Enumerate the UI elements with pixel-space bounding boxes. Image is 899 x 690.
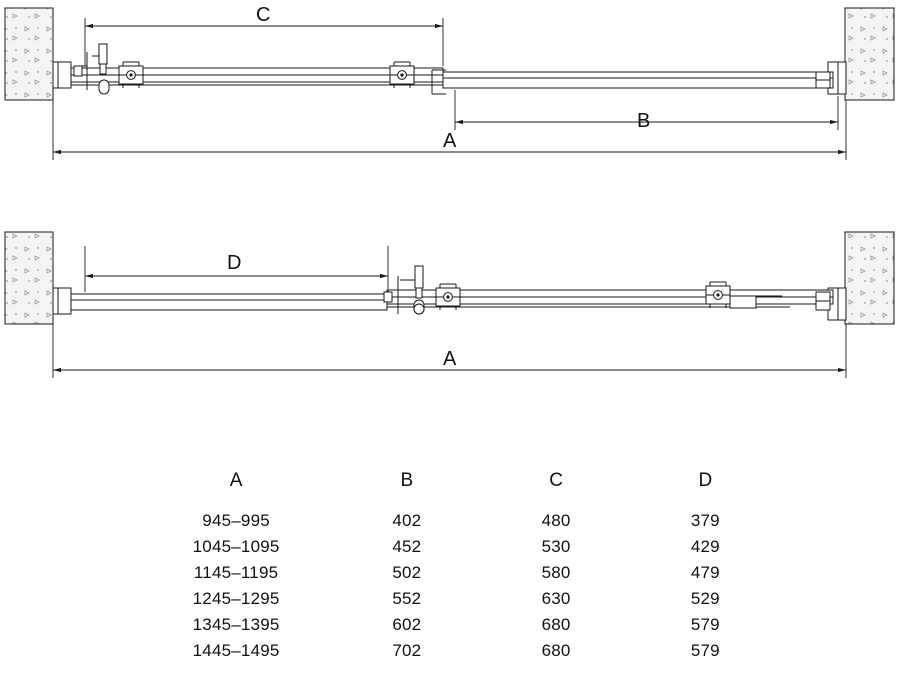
cell-B: 402 [392,511,422,530]
cell-A: 1045–1095 [192,537,280,556]
table-row [140,586,780,612]
wall-left-bottom [5,232,53,324]
cell-C: 680 [541,615,571,634]
table-row [140,638,780,664]
cell-A: 1445–1495 [192,641,280,660]
table-row [140,612,780,638]
bracket-bottom-right [816,292,830,310]
dim-label-A-bottom: A [443,348,457,370]
cell-C: 580 [541,563,571,582]
cell-C: 630 [541,589,571,608]
cell-D: 579 [690,641,720,660]
cell-A: 945–995 [202,511,270,530]
cell-D: 529 [690,589,720,608]
table-row [140,508,780,534]
cell-B: 552 [392,589,422,608]
roller-center-top [390,62,414,88]
cell-A: 1245–1295 [192,589,280,608]
table-header-B: B [400,470,414,491]
dim-label-B-top: B [637,110,651,132]
table-header-A: A [229,470,243,491]
table-header-row [140,468,780,508]
cell-A: 1345–1395 [192,615,280,634]
cell-C: 480 [541,511,571,530]
table-header-C: C [549,470,563,491]
table-row [140,534,780,560]
table-row [140,560,780,586]
roller-left-top [119,62,143,88]
cell-A: 1145–1195 [193,563,279,582]
dim-label-A-top: A [443,130,457,152]
wall-left-top [5,8,53,100]
cell-C: 530 [541,537,571,556]
dim-label-C-top: C [256,4,271,26]
roller-center-bottom [436,284,460,310]
bracket-top-right [816,72,830,88]
cell-C: 680 [541,641,571,660]
dimension-table [140,468,780,664]
cell-B: 452 [392,537,422,556]
cell-D: 479 [690,563,720,582]
cell-D: 429 [690,537,720,556]
wall-right-top [845,8,894,100]
wall-right-bottom [845,232,894,324]
cell-B: 502 [392,563,422,582]
cell-B: 702 [392,641,422,660]
table-header-D: D [698,470,713,491]
cell-D: 579 [690,615,720,634]
dim-label-D-bottom: D [227,252,242,274]
cell-D: 379 [690,511,720,530]
cell-B: 602 [392,615,422,634]
